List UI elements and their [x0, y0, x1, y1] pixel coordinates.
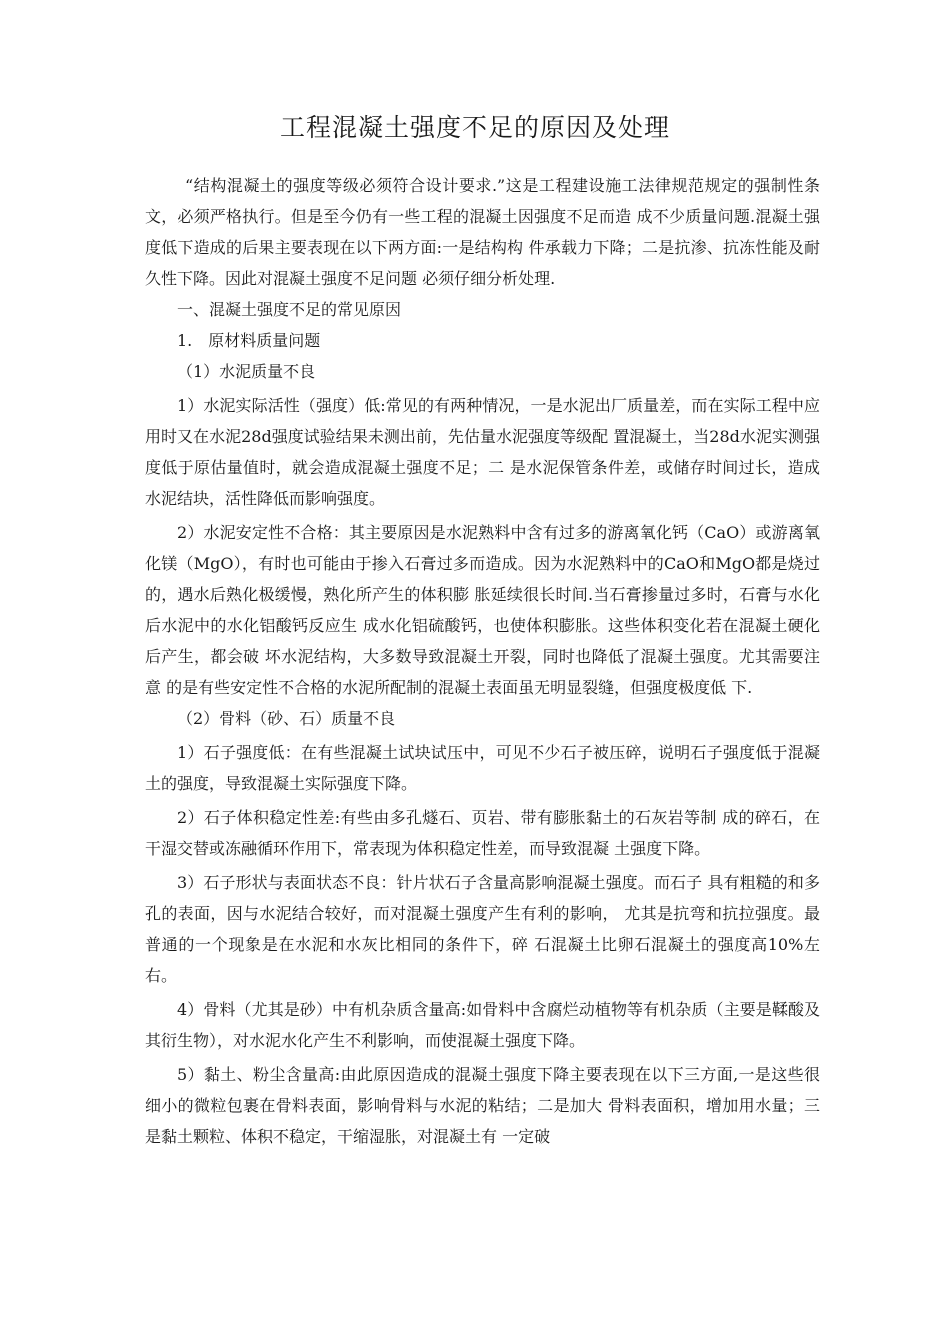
- paragraph-stone-shape: 3）石子形状与表面状态不良：针片状石子含量高影响混凝土强度。而石子 具有粗糙的和多孔的表面，因与水泥结合较好，而对混凝土强度产生有利的影响， 尤其是抗弯和抗拉强度。最普通的一个现象是在水泥和水灰比相同的条件下，碎 石混凝土比卵石混凝土的强度高10%左右。: [145, 873, 820, 985]
- item-heading: （1）水泥质量不良: [177, 362, 316, 381]
- paragraph-cement-activity: 1）水泥实际活性（强度）低:常见的有两种情况，一是水泥出厂质量差，而在实际工程中应用时又在水泥28d强度试验结果未测出前，先估量水泥强度等级配 置混凝土，当28d水泥实测强度低于原估量值时，就会造成混凝土强度不足；二 是水泥保管条件差，或储存时间过长，造成水泥结块，活性降低而影响强度。: [145, 396, 820, 508]
- intro-paragraph: “结构混凝土的强度等级必须符合设计要求.”这是工程建设施工法律规范规定的强制性条文，必须严格执行。但是至今仍有一些工程的混凝土因强度不足而造 成不少质量问题.混凝土强度低下造成的后果主要表现在以下两方面:一是结构构 件承载力下降；二是抗渗、抗冻性能及耐久性下降。因此对混凝土强度不足问题 必须仔细分析处理.: [145, 176, 820, 288]
- paragraph-stone-stability: 2）石子体积稳定性差:有些由多孔燧石、页岩、带有膨胀黏土的石灰岩等制 成的碎石，在干湿交替或冻融循环作用下，常表现为体积稳定性差，而导致混凝 土强度下降。: [145, 808, 820, 858]
- document-body: [145, 170, 820, 1152]
- item-heading: （2）骨料（砂、石）质量不良: [177, 709, 396, 728]
- section-heading: 一、混凝土强度不足的常见原因: [177, 300, 402, 319]
- paragraph-cement-soundness: 2）水泥安定性不合格：其主要原因是水泥熟料中含有过多的游离氧化钙（CaO）或游离氧化镁（MgO），有时也可能由于掺入石膏过多而造成。因为水泥熟料中的CaO和MgO都是烧过的，遇水后熟化极缓慢，熟化所产生的体积膨 胀延续很长时间.当石膏掺量过多时，石膏与水化后水泥中的水化铝酸钙反应生 成水化铝硫酸钙，也使体积膨胀。这些体积变化若在混凝土硬化后产生，都会破 坏水泥结构，大多数导致混凝土开裂，同时也降低了混凝土强度。尤其需要注意 的是有些安定性不合格的水泥所配制的混凝土表面虽无明显裂缝，但强度极度低 下.: [145, 523, 820, 697]
- paragraph-stone-strength: 1）石子强度低：在有些混凝土试块试压中，可见不少石子被压碎，说明石子强度低于混凝土的强度，导致混凝土实际强度下降。: [145, 743, 820, 793]
- page-title: 工程混凝土强度不足的原因及处理: [279, 113, 670, 142]
- subsection-heading: 1. 原材料质量问题: [177, 331, 321, 350]
- paragraph-clay-dust: 5）黏土、粉尘含量高:由此原因造成的混凝土强度下降主要表现在以下三方面,一是这些很细小的微粒包裹在骨料表面，影响骨料与水泥的粘结；二是加大 骨料表面积，增加用水量；三是黏土颗粒、体积不稳定，干缩湿胀，对混凝土有 一定破: [145, 1065, 820, 1146]
- paragraph-organic-impurity: 4）骨料（尤其是砂）中有机杂质含量高:如骨料中含腐烂动植物等有机杂质（主要是鞣酸及其衍生物），对水泥水化产生不利影响，而使混凝土强度下降。: [145, 1000, 820, 1050]
